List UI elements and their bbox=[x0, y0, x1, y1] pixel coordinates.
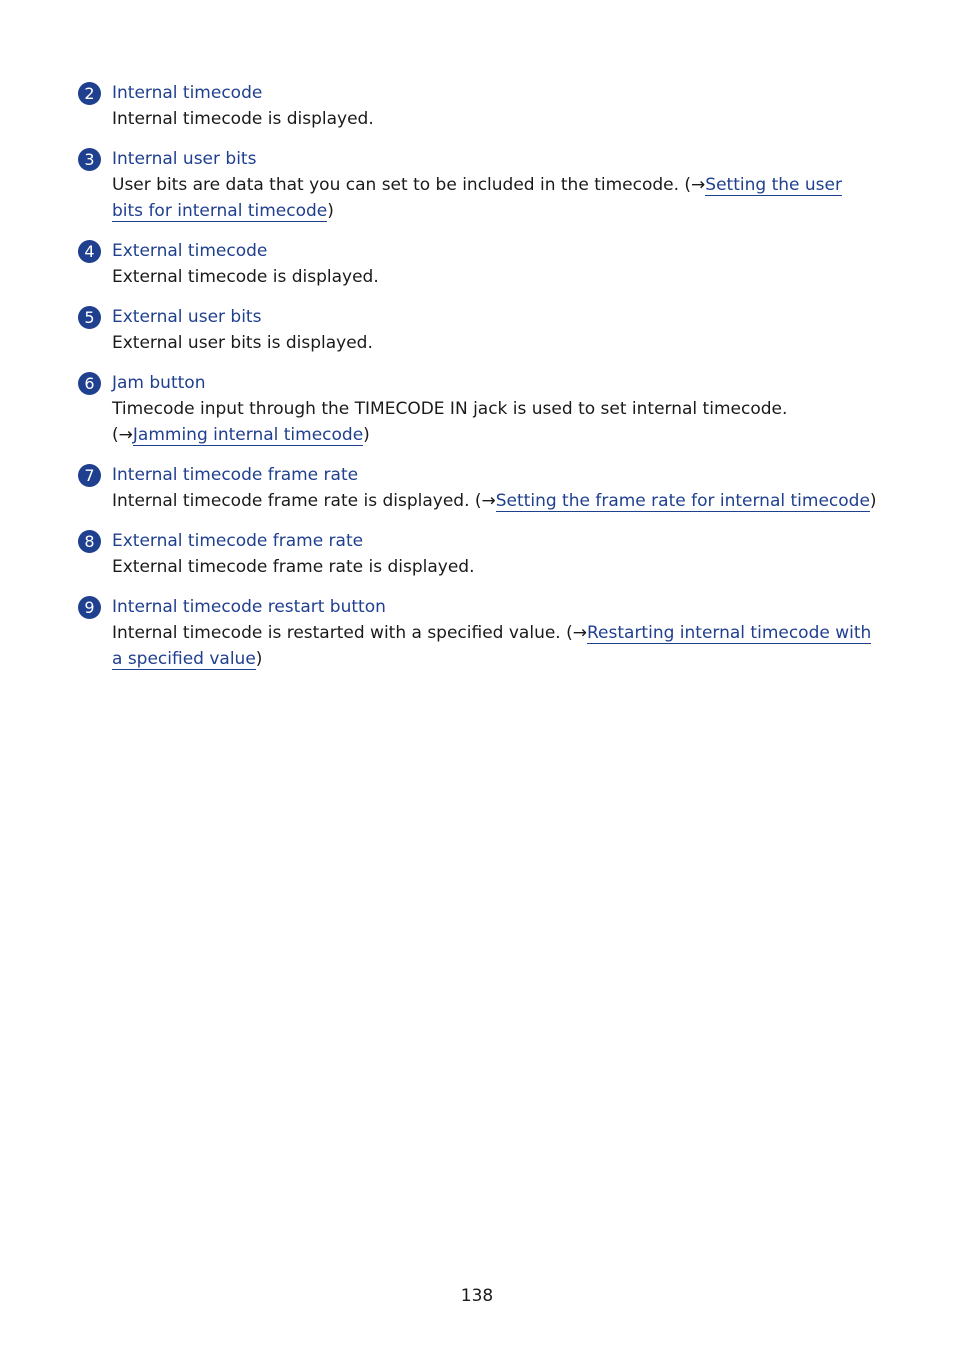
number-badge: 5 bbox=[78, 306, 101, 329]
description-text: Timecode input through the TIMECODE IN jack is used to set internal timecode. (→ bbox=[112, 399, 788, 445]
item-title: Internal timecode bbox=[112, 83, 263, 103]
number-badge: 3 bbox=[78, 148, 101, 171]
number-badge: 2 bbox=[78, 82, 101, 105]
item-internal-timecode-frame-rate bbox=[78, 462, 878, 514]
description-text: User bits are data that you can set to be included in the timecode. (→ bbox=[112, 175, 706, 195]
item-external-timecode bbox=[78, 238, 878, 290]
description-text: External user bits is displayed. bbox=[112, 333, 373, 353]
item-title: External timecode frame rate bbox=[112, 531, 364, 551]
item-title: Internal timecode restart button bbox=[112, 597, 386, 617]
item-description bbox=[112, 330, 878, 356]
item-title: External timecode bbox=[112, 241, 268, 261]
number-badge: 6 bbox=[78, 372, 101, 395]
description-text: Internal timecode is displayed. bbox=[112, 109, 374, 129]
item-jam-button bbox=[78, 370, 878, 448]
link-setting-frame-rate[interactable]: Setting the frame rate for internal timecode bbox=[495, 491, 870, 511]
link-jamming-internal-timecode[interactable]: Jamming internal timecode bbox=[132, 425, 364, 445]
description-text: External timecode frame rate is displayed. bbox=[112, 557, 475, 577]
item-title: External user bits bbox=[112, 307, 262, 327]
item-title: Internal timecode frame rate bbox=[112, 465, 359, 485]
item-title: Internal user bits bbox=[112, 149, 257, 169]
description-end: ) bbox=[255, 649, 263, 669]
description-text: External timecode is displayed. bbox=[112, 267, 379, 287]
link-restarting-internal-timecode[interactable]: Restarting internal timecode with a specified value bbox=[112, 623, 872, 669]
item-description bbox=[112, 264, 878, 290]
item-external-user-bits bbox=[78, 304, 878, 356]
description-text: Internal timecode frame rate is displayed. (→ bbox=[112, 491, 496, 511]
description-end: ) bbox=[327, 201, 334, 221]
item-external-timecode-frame-rate bbox=[78, 528, 878, 580]
item-internal-timecode bbox=[78, 80, 878, 132]
item-internal-timecode-restart-button bbox=[78, 594, 878, 672]
number-badge: 4 bbox=[78, 240, 101, 263]
item-list bbox=[78, 80, 878, 686]
description-text: Internal timecode is restarted with a specified value. (→ bbox=[112, 623, 587, 643]
item-internal-user-bits bbox=[78, 146, 878, 224]
item-description bbox=[112, 554, 878, 580]
number-badge: 8 bbox=[78, 530, 101, 553]
item-description bbox=[112, 396, 878, 448]
item-description bbox=[112, 488, 878, 514]
description-end: ) bbox=[869, 491, 877, 511]
link-setting-user-bits[interactable]: Setting the user bits for internal timecode bbox=[112, 175, 842, 221]
item-description bbox=[112, 620, 878, 672]
item-title: Jam button bbox=[112, 373, 206, 393]
number-badge: 9 bbox=[78, 596, 101, 619]
item-description bbox=[112, 106, 878, 132]
number-badge: 7 bbox=[78, 464, 101, 487]
page-number: 138 bbox=[460, 1286, 494, 1306]
item-description bbox=[112, 172, 878, 224]
description-end: ) bbox=[363, 425, 370, 445]
